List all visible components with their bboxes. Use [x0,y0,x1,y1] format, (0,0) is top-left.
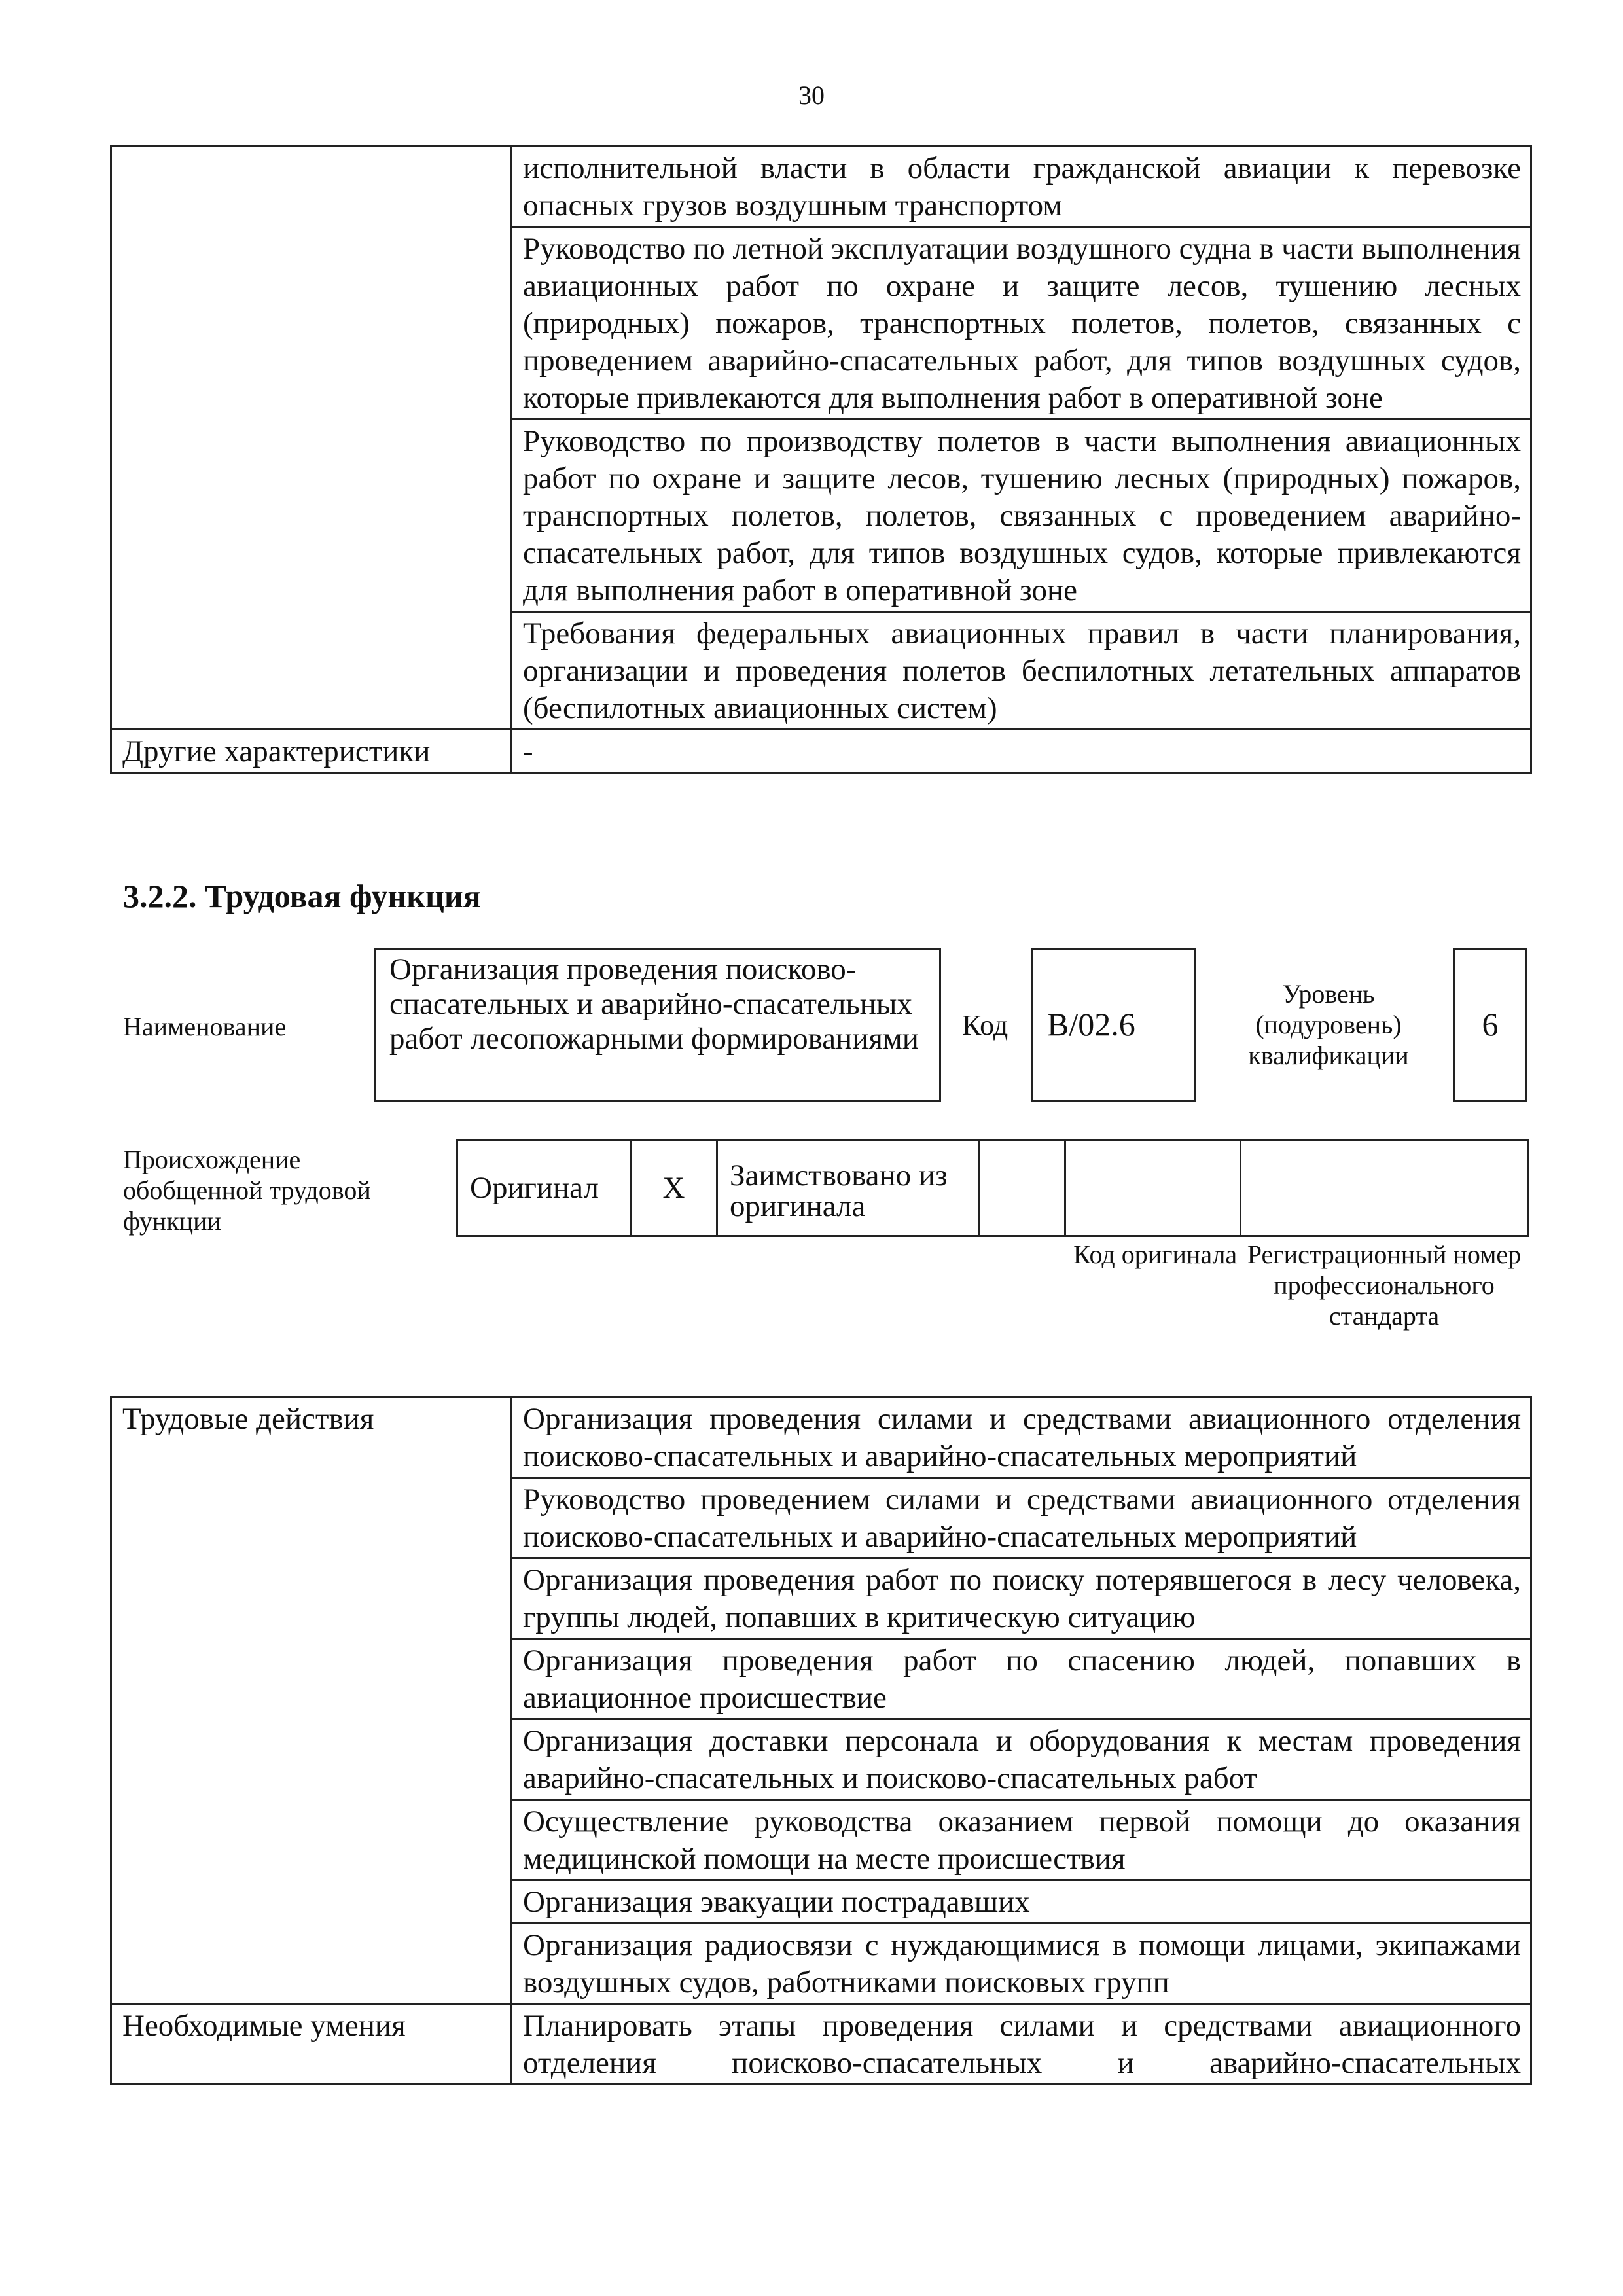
borrowed-cell: Заимствовано из оригинала [717,1140,979,1236]
table-row [457,1140,1529,1236]
code-label: Код [962,1009,1008,1041]
table-cell: Организация проведения силами и средствами авиационного отделения поисково-спасательных и аварийно-спасательных мероприятий [512,1397,1531,1478]
origin-table [456,1139,1529,1237]
original-mark-cell: X [631,1140,717,1236]
table-cell: Организация проведения работ по поиску потерявшегося в лесу человека, группы людей, попавших в критическую ситуацию [512,1558,1531,1639]
actions-table [110,1396,1532,2085]
table-row [111,147,1531,227]
function-name-box: Организация проведения поисково-спасательных и аварийно-спасательных работ лесопожарными формированиями [374,948,941,1102]
table-row [111,730,1531,773]
labor-actions-label: Трудовые действия [111,1397,512,2004]
table-cell: Руководство по летной эксплуатации воздушного судна в части выполнения авиационных работ по охране и защите лесов, тушению лесных (природных) пожаров, транспортных полетов, полетов, связанных с проведением аварийно-спасательных работ, для типов воздушных судов, которые привлекаются для выполнения работ в оперативной зоне [512,227,1531,420]
empty-label-cell [111,147,512,730]
table-cell: Руководство проведением силами и средствами авиационного отделения поисково-спасательных и аварийно-спасательных мероприятий [512,1478,1531,1558]
page-number: 30 [798,81,825,110]
required-skills-label: Необходимые умения [111,2004,512,2085]
table-row [111,2004,1531,2085]
caption-registration-number: Регистрационный номер профессионального стандарта [1247,1240,1522,1331]
table-cell: Руководство по производству полетов в части выполнения авиационных работ по охране и защите лесов, тушению лесных (природных) пожаров, транспортных полетов, полетов, связанных с проведением аварийно-спасательных работ, для типов воздушных судов, которые привлекаются для выполнения работ в оперативной зоне [512,420,1531,612]
code-box: B/02.6 [1031,948,1196,1102]
table-cell: Требования федеральных авиационных правил в части планирования, организации и проведения полетов беспилотных летательных аппаратов (беспилотных авиационных систем) [512,612,1531,730]
level-label: Уровень (подуровень) квалификации [1248,979,1409,1070]
caption-original-code: Код оригинала [1073,1240,1238,1269]
other-characteristics-value: - [512,730,1531,773]
table-cell: Осуществление руководства оказанием первой помощи до оказания медицинской помощи на месте происшествия [512,1800,1531,1880]
borrowed-mark-cell [979,1140,1065,1236]
table-cell: Организация доставки персонала и оборудования к местам проведения аварийно-спасательных и поисково-спасательных работ [512,1719,1531,1800]
registration-number-cell [1241,1140,1529,1236]
original-cell: Оригинал [457,1140,631,1236]
origin-label: Происхождение обобщенной трудовой функции [123,1145,371,1236]
table-cell: Организация проведения работ по спасению людей, попавших в авиационное происшествие [512,1639,1531,1719]
table-cell: исполнительной власти в области гражданской авиации к перевозке опасных грузов воздушным транспортом [512,147,1531,227]
name-label: Наименование [123,1012,287,1041]
table-cell: Организация эвакуации пострадавших [512,1880,1531,1924]
original-code-cell [1065,1140,1241,1236]
continuation-table [110,145,1532,774]
table-cell: Организация радиосвязи с нуждающимися в помощи лицами, экипажами воздушных судов, работниками поисковых групп [512,1924,1531,2004]
section-title: 3.2.2. Трудовая функция [123,878,481,914]
table-cell: Планировать этапы проведения силами и средствами авиационного отделения поисково-спасательных и аварийно-спасательных [512,2004,1531,2085]
other-characteristics-label: Другие характеристики [111,730,512,773]
table-row [111,1397,1531,1478]
level-box: 6 [1453,948,1527,1102]
